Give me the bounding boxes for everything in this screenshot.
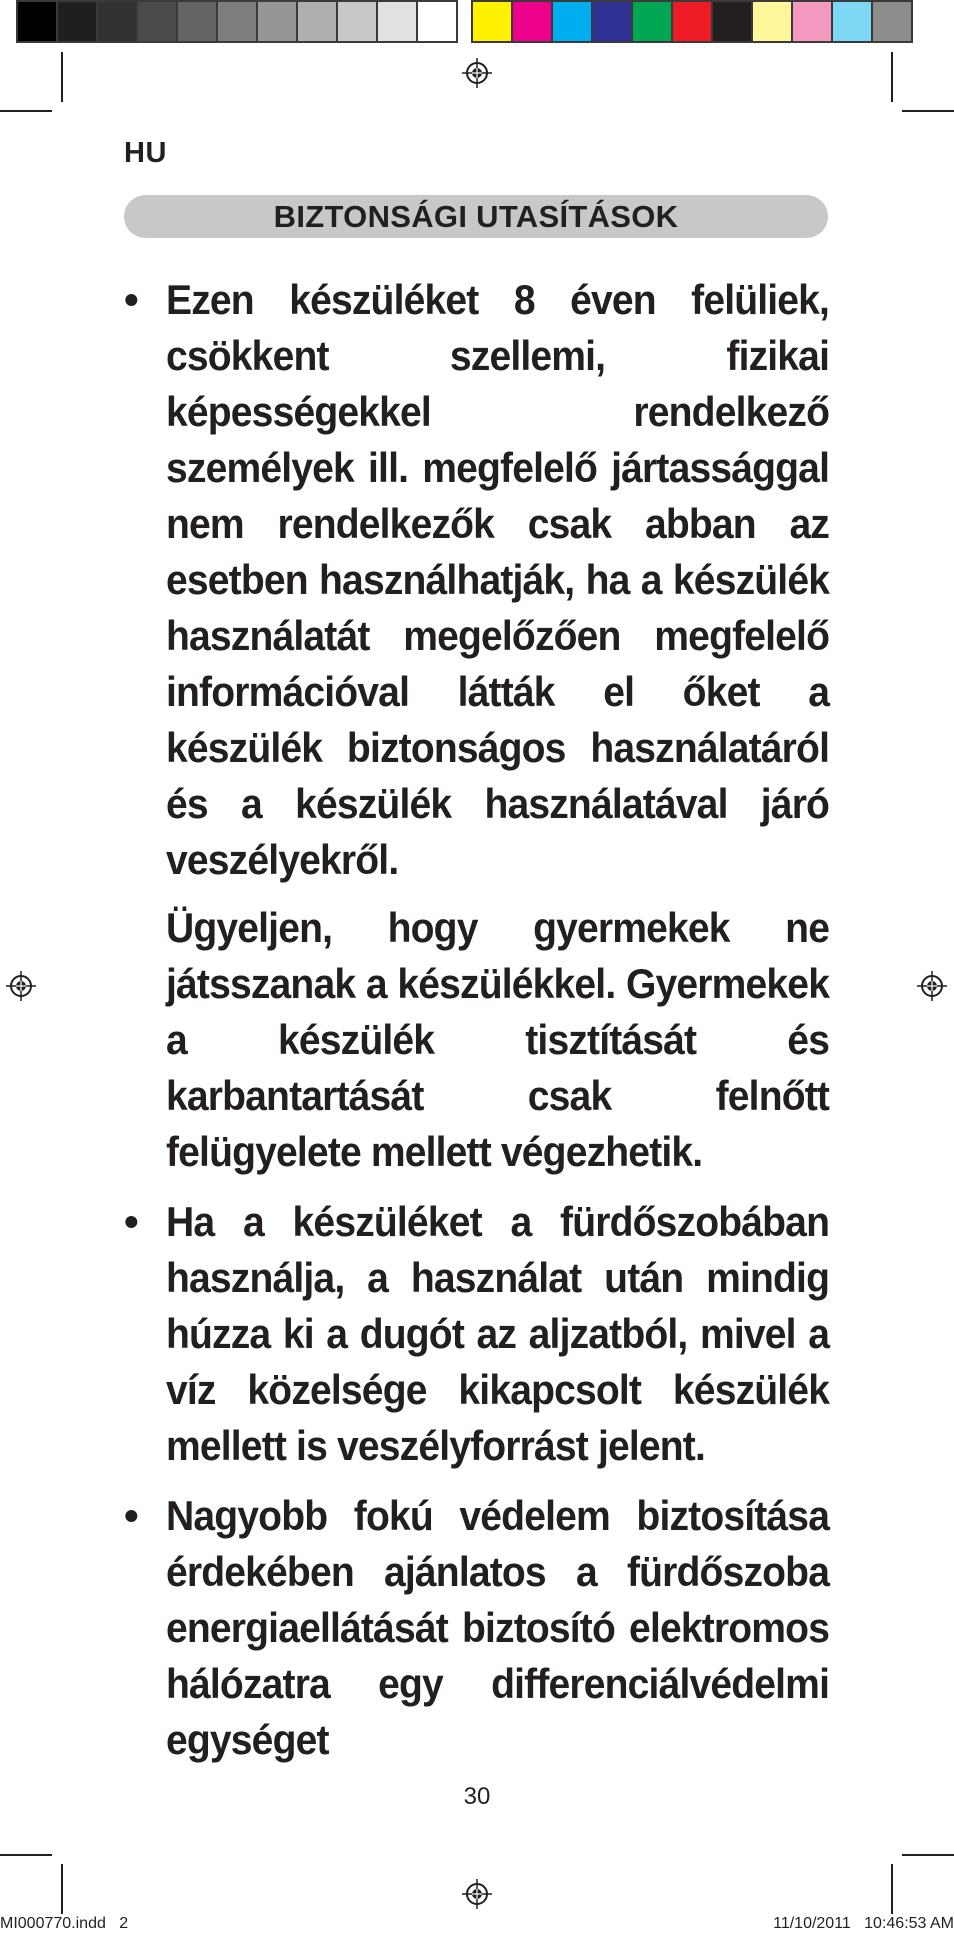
gray-swatch: [416, 0, 458, 43]
crop-mark-top-right-vertical: [891, 52, 893, 102]
gray-swatch: [176, 0, 218, 43]
color-swatch: [591, 0, 633, 43]
crop-mark-bottom-left-vertical: [61, 1864, 63, 1914]
page-number: 30: [463, 1783, 491, 1810]
color-swatch: [871, 0, 913, 43]
bullet-marker: •: [124, 1198, 139, 1245]
registration-target-icon: [917, 971, 947, 1001]
color-calibration-bar: [18, 0, 913, 43]
color-swatch: [511, 0, 553, 43]
gray-swatch: [376, 0, 418, 43]
gray-swatch: [336, 0, 378, 43]
list-item: [124, 1488, 830, 1768]
color-swatch: [671, 0, 713, 43]
registration-target-icon: [462, 1879, 492, 1909]
gray-swatch: [16, 0, 58, 43]
registration-target-icon: [462, 58, 492, 88]
color-strip: [473, 0, 913, 43]
paragraph: Ügyeljen, hogy gyermekek ne játsszanak a készülékkel. Gyermekek a készülék tisztítását és karbantartását csak felnőtt felügyelete mellett végezhetik.: [166, 904, 830, 1175]
list-item: [124, 1194, 830, 1474]
gray-swatch: [56, 0, 98, 43]
gray-swatch: [216, 0, 258, 43]
color-swatch: [711, 0, 753, 43]
paragraph: Ha a készüléket a fürdőszobában használja, a használat után mindig húzza ki a dugót az aljzatból, mivel a víz közelsége kikapcsolt készülék mellett is veszélyforrást jelent.: [166, 1198, 830, 1469]
gray-swatch: [136, 0, 178, 43]
color-swatch: [631, 0, 673, 43]
registration-target-icon: [6, 971, 36, 1001]
gray-swatch: [256, 0, 298, 43]
crop-mark-top-left-horizontal: [0, 110, 52, 112]
crop-mark-top-left-vertical: [61, 52, 63, 102]
gray-swatch: [96, 0, 138, 43]
language-code: HU: [124, 137, 167, 169]
crop-mark-bottom-right-vertical: [891, 1864, 893, 1914]
section-title: BIZTONSÁGI UTASÍTÁSOK: [124, 195, 828, 238]
bullet-marker: •: [124, 276, 139, 323]
bullet-marker: •: [124, 1492, 139, 1539]
paragraph: Nagyobb fokú védelem biztosítása érdekében ajánlatos a fürdőszoba energiaellátását biztosító elektromos hálózatra egy differenciálvédelmi egységet: [166, 1492, 830, 1763]
safety-instructions-list: [124, 272, 830, 1782]
crop-mark-bottom-right-horizontal: [902, 1854, 954, 1856]
paragraph: Ezen készüléket 8 éven felüliek, csökkent szellemi, fizikai képességekkel rendelkező személyek ill. megfelelő jártassággal nem rendelkezők csak abban az esetben használhatják, ha a készülék használatát megelőzően megfelelő információval látták el őket a készülék biztonságos használatáról és a készülék használatával járó veszélyekről.: [166, 276, 830, 883]
crop-mark-bottom-left-horizontal: [0, 1854, 52, 1856]
color-swatch: [751, 0, 793, 43]
list-item: [124, 272, 830, 1180]
print-timestamp: 11/10/2011 10:46:53 AM: [773, 1915, 954, 1932]
gray-swatch: [296, 0, 338, 43]
color-swatch: [791, 0, 833, 43]
crop-mark-top-right-horizontal: [902, 110, 954, 112]
file-slug: MI000770.indd 2: [0, 1915, 129, 1932]
color-swatch: [831, 0, 873, 43]
color-swatch: [471, 0, 513, 43]
color-swatch: [551, 0, 593, 43]
gray-scale-strip: [18, 0, 458, 43]
